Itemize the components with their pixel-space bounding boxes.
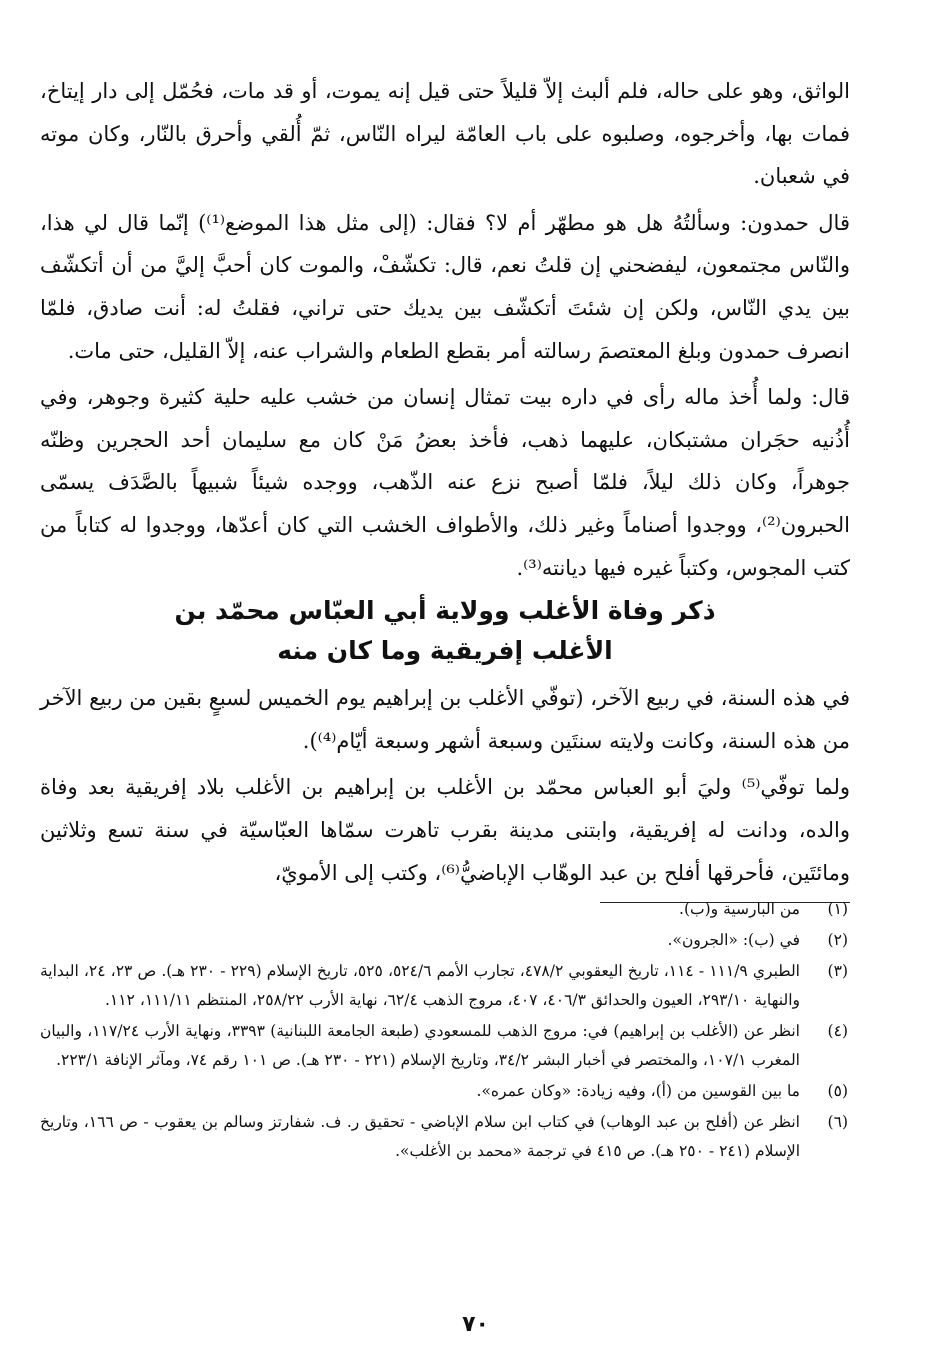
footnote-text: الطبري ١١١/٩ - ١١٤، تاريخ اليعقوبي ٤٧٨/٢، تجارب الأمم ٥٢٤/٦، ٥٢٥، تاريخ الإسلام (٢٢٩ - ٢٣٠ هـ). ص ٢٣، ٢٤، البداية والنهاية ٢٩٣/١٠، العيون والحدائق ٤٠٦/٣، ٤٠٧، مروج الذهب ٦٢/٤، نهاية الأرب ٢٥٨/٢٢، المنتظم ١١١/١١، ١١٢.: [40, 962, 800, 1009]
page-number: ٧٠: [462, 1312, 489, 1337]
footnote-5: [40, 1077, 848, 1106]
footnote-number: (٣): [827, 962, 848, 980]
footnote-number: (٥): [827, 1082, 848, 1100]
footnote-number: (١): [827, 900, 848, 918]
section-heading-line-2: الأغلب إفريقية وما كان منه: [277, 636, 613, 666]
paragraph-2: قال حمدون: وسألتُهُ هل هو مطهّر أم لا؟ فقال: (إلى مثل هذا الموضع⁽¹⁾) إنّما قال لي هذا، والنّاس مجتمعون، ليفضحني إن قلتُ نعم، قال: تكشّفْ، والموت كان أحبَّ إليَّ من أن أتكشّف بين يدي النّاس، ولكن إن شئتَ أتكشّف بين يديك حتى تراني، فقلتُ له: أنت صادق، فلمّا انصرف حمدون وبلغ المعتصمَ رسالته أمر بقطع الطعام والشراب عنه، إلاّ القليل، حتى مات.: [40, 210, 850, 363]
footnote-text: انظر عن (الأغلب بن إبراهيم) في: مروج الذهب للمسعودي (طبعة الجامعة اللبنانية) ٣٣٩٣، ونهاية الأرب ١١٧/٢٤، والبيان المغرب ١٠٧/١، والمختصر في أخبار البشر ٣٤/٢، وتاريخ الإسلام (٢٢١ - ٢٣٠ هـ). ص ١٠١ رقم ٧٤، ومآثر الإنافة ٢٢٣/١.: [40, 1022, 800, 1069]
main-text: [40, 70, 850, 917]
footnote-text: من البارسية و(ب).: [679, 900, 800, 918]
footnote-3: [40, 957, 848, 1015]
paragraph-3: قال: ولما أُخذ ماله رأى في داره بيت تمثال إنسان من خشب عليه حلية كثيرة وجوهر، وفي أُذُنيه حجَران مشتبكان، عليهما ذهب، فأخذ بعضُ مَنْ كان مع سليمان أحد الحجرين وظنّه جوهراً، وكان ذلك ليلاً، فلمّا أصبح نزع عنه الذّهب، ووجده شيئاً شبيهاً بالصَّدَف يسمّى الحبرون⁽²⁾، ووجدوا أصناماً وغير ذلك، والأطواف الخشب التي كان أعدّها، ووجدوا له كتاباً من كتب المجوس، وكتباً غيره فيها ديانته⁽³⁾.: [40, 385, 850, 580]
section-heading-line-1: ذكر وفاة الأغلب وولاية أبي العبّاس محمّد بن: [174, 596, 716, 626]
footnote-number: (٤): [827, 1022, 848, 1040]
paragraph-4: في هذه السنة، في ربيع الآخر، (توفّي الأغلب بن إبراهيم يوم الخميس لسبعٍ بقين من ربيع الآخر من هذه السنة، وكانت ولايته سنتَين وسبعة أشهر وسبعة أيّام⁽⁴⁾).: [40, 686, 850, 753]
footnote-text: انظر عن (أفلح بن عبد الوهاب) في كتاب ابن سلام الإباضي - تحقيق ر. ف. شفارتز وسالم بن يعقوب - ص ١٦٦، وتاريخ الإسلام (٢٤١ - ٢٥٠ هـ). ص ٤١٥ في ترجمة «محمد بن الأغلب».: [40, 1113, 800, 1160]
footnote-2: [40, 926, 848, 955]
footnote-number: (٦): [827, 1113, 848, 1131]
footnote-6: [40, 1108, 848, 1166]
paragraph-5: ولما توفّي⁽⁵⁾ وليَ أبو العباس محمّد بن الأغلب بن إبراهيم بن الأغلب بلاد إفريقية بعد وفاة والده، ودانت له إفريقية، وابتنى مدينة بقرب تاهرت سمّاها العبّاسيّة في سنة تسع وثلاثين ومائتَين، فأحرقها أفلح بن عبد الوهّاب الإباضيُّ⁽⁶⁾، وكتب إلى الأمويّ،: [40, 775, 850, 885]
footnote-number: (٢): [827, 931, 848, 949]
section-heading: [40, 591, 850, 671]
footnotes: [40, 895, 848, 1166]
footnote-text: في (ب): «الجرون».: [667, 931, 800, 949]
footnote-4: [40, 1017, 848, 1075]
footnote-text: ما بين القوسين من (أ)، وفيه زيادة: «وكان عمره».: [476, 1082, 800, 1100]
paragraph-1: الواثق، وهو على حاله، فلم ألبث إلاّ قليلاً حتى قيل إنه يموت، أو قد مات، فحُمّل إلى دار إيتاخ، فمات بها، وأخرجوه، وصلبوه على باب العامّة ليراه النّاس، ثمّ أُلقي وأحرق بالنّار، وكان موته في شعبان.: [40, 79, 850, 189]
footnote-1: [40, 895, 848, 924]
